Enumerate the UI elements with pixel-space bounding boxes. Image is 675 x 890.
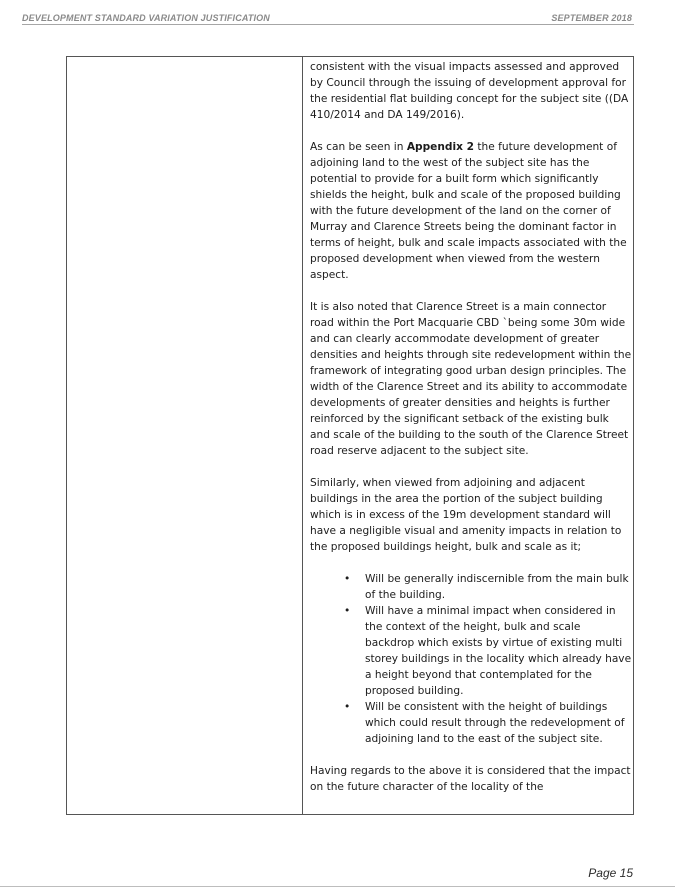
bullet-text: Will be generally indiscernible from the main bulk of the building. (365, 573, 629, 601)
paragraph-2-rest: the future development of adjoining land to the west of the subject site has the potential to provide for a built form which significantly shields the height, bulk and scale of the proposed building with the future development of the land on the corner of Murray and Clarence Streets being the dominant factor in terms of height, bulk and scale impacts associated with the proposed development when viewed from the western aspect. (310, 141, 627, 281)
bullet-text: Will have a minimal impact when considered in the context of the height, bulk and scale backdrop which exists by virtue of existing multi storey buildings in the locality which already have a height beyond that contemplated for the proposed building. (365, 605, 632, 697)
paragraph-4: Similarly, when viewed from adjoining and adjacent buildings in the area the portion of the subject building which is in excess of the 19m development standard will have a negligible visual and amenity impacts in relation to the proposed buildings height, bulk and scale as it; (310, 477, 622, 553)
paragraph-2 (310, 139, 632, 283)
header-title: DEVELOPMENT STANDARD VARIATION JUSTIFICATION (22, 13, 270, 23)
paragraph-2-lead: As can be seen in (310, 141, 407, 153)
header-date: SEPTEMBER 2018 (551, 13, 632, 23)
paragraph-3: It is also noted that Clarence Street is a main connector road within the Port Macquarie CBD `being some 30m wide and can clearly accommodate development of greater densities and heights through site redevelopment within the framework of integrating good urban design principles. The width of the Clarence Street and its ability to accommodate developments of greater densities and heights is further reinforced by the significant setback of the existing bulk and scale of the building to the south of the Clarence Street road reserve adjacent to the subject site. (310, 301, 632, 457)
appendix-reference: Appendix 2 (406, 141, 475, 153)
paragraph-5: Having regards to the above it is considered that the impact on the future character of the locality of the (310, 765, 631, 793)
bullet-text: Will be consistent with the height of buildings which could result through the redevelopment of adjoining land to the east of the subject site. (365, 701, 625, 745)
impact-bullet-list (310, 571, 632, 747)
header-rule (22, 24, 634, 25)
column-divider (302, 57, 303, 814)
bullet-item (310, 699, 632, 747)
bullet-icon: • (344, 701, 351, 713)
bullet-item (310, 603, 632, 699)
paragraph-1: consistent with the visual impacts assessed and approved by Council through the issuing of development approval for the residential flat building concept for the subject site ((DA 410/2014 and DA 149/2016). (310, 61, 629, 121)
bullet-icon: • (344, 573, 351, 585)
bullet-item (310, 571, 632, 603)
content-table (66, 56, 634, 815)
page-number: Page 15 (588, 866, 633, 880)
bullet-icon: • (344, 605, 351, 617)
footer-rule (0, 886, 675, 887)
right-column-cell (310, 59, 632, 795)
